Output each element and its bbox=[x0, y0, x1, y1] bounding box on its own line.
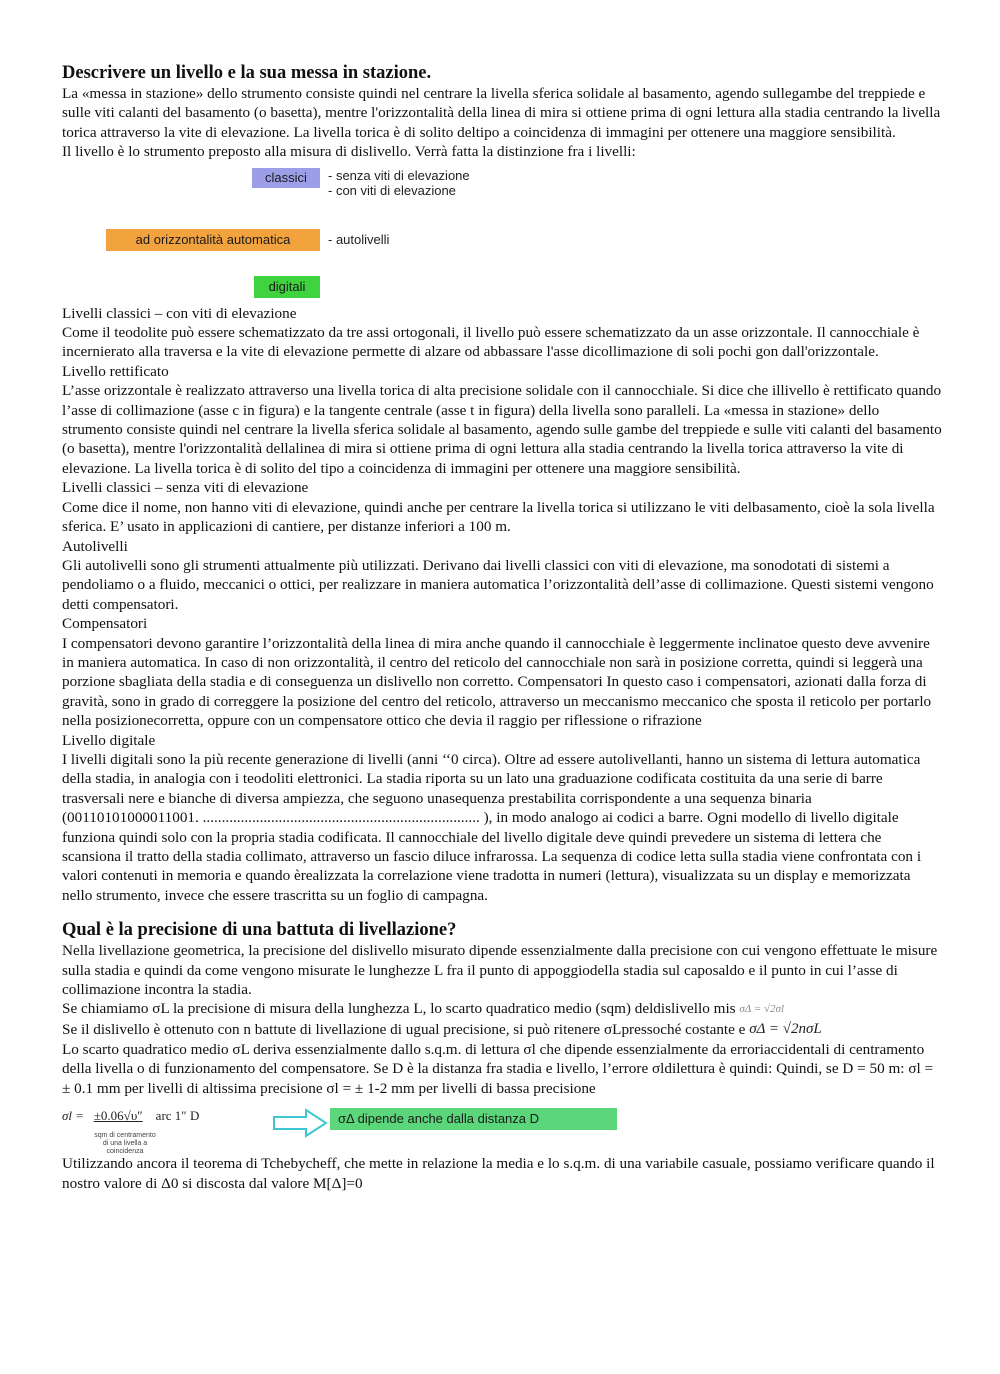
subheading: Livello digitale bbox=[62, 731, 156, 749]
formula-expression bbox=[62, 1108, 199, 1124]
paragraph: La «messa in stazione» dello strumento consiste quindi nel centrare la livella sferica solidale al basamento, agendo sullegambe del treppiede e sulle viti calanti del basamento (o basetta), mentre l'orizzontalità della linea di mira si ottiene prima di ogni lettura alla stadia centrando la livella torica attraverso la vite di elevazione. La livella torica è di solito deltipo a coincidenza di immagini per ottenere una maggiore sensibilità. bbox=[62, 85, 941, 141]
paragraph: Come il teodolite può essere schematizzato da tre assi ortogonali, il livello può essere schematizzato da un asse orizzontale. Il cannocchiale è incernierato alla traversa e la vite di elevazione permette di alzare od abbassare l'asse dicollimazione di soli pochi gon dall'orizzontale. bbox=[62, 324, 920, 361]
paragraph: Nella livellazione geometrica, la precisione del dislivello misurato dipende essenzialmente dalla precisione con cui vengono effettuate le misure sulla stadia e quindi da come vengono misurate le lunghezze L fra il punto di appoggiodella stadia sul caposaldo e il punto in cui l’asse di collimazione incontra la stadia. bbox=[62, 942, 938, 999]
paragraph: I livelli digitali sono la più recente generazione di livelli (anni ‘‘0 circa). Oltre ad essere autolivellanti, hanno un sistema di lettura automatica della stadia, in analogia con i teodoliti elettronici. La stadia riporta su un lato una graduazione codificata costituita da una serie di barre trasversali nere e bianche di diversa ampiezza, che seguono unasequenza prestabilita corrispondente a una sequenza binaria (00110101000011001. ......................................................................... ), in modo analogo ai codici a barre. Ogni modello di livello digitale funziona quindi solo con la propria stadia codificata. Il cannocchiale del livello digitale deve quindi prevedere un sistema di lettera che scansiona il tratto della stadia collimato, attraverso un fascio diluce infrarossa. La sequenza di codice letta sulla stadia viene confrontata con i valori contenuti in memoria e quando èrealizzata la correlazione viene tradotta in numeri (lettura), visualizzata su un display e memorizzata nello strumento, invece che essere trascritta su un foglio di campagna. bbox=[62, 750, 922, 904]
formula-note-line: sqm di centramento bbox=[94, 1132, 156, 1140]
right-arrow-icon bbox=[272, 1108, 328, 1138]
paragraph-text: Se chiamiamo σL la precisione di misura della lunghezza L, lo scarto quadratico medio (sqm) deldislivello mis bbox=[62, 1000, 736, 1018]
paragraph: Utilizzando ancora il teorema di Tchebycheff, che mette in relazione la media e lo s.q.m. di una variabile casuale, possiamo verificare quando il nostro valore di Δ0 si discosta dal valore M[Δ]=0 bbox=[62, 1155, 935, 1192]
digitali-box: digitali bbox=[254, 276, 320, 298]
paragraph: I compensatori devono garantire l’orizzontalità della linea di mira anche quando il cannocchiale è leggermente inclinatoe questo deve avvenire in maniera automatica. In caso di non orizzontalità, il centro del reticolo del cannocchiale non sarà in posizione corretta, quindi si leggerà una porzione sbagliata della stadia e di conseguenza un dislivello non corretto. Compensatori In questo caso i compensatori, azionati dalla forza di gravità, sono in grado di correggere la posizione del centro del reticolo, attraverso un meccanismo meccanico che sposta il reticolo per portarlo nella posizionecorretta, oppure con un compensatore ottico che devia il raggio per riflessione o rifrazione bbox=[62, 634, 932, 730]
document-page bbox=[62, 62, 942, 1193]
automatica-box: ad orizzontalità automatica bbox=[106, 229, 320, 251]
formula-result-box: σΔ dipende anche dalla distanza D bbox=[330, 1108, 617, 1130]
paragraph: Gli autolivelli sono gli strumenti attualmente più utilizzati. Derivano dai livelli classici con viti di elevazione, ma sonodotati di sistemi a pendoliamo o a fluido, meccanici o ottici, per realizzare in maniera automatica l’orizzontalità dell’asse di collimazione. Questi sistemi vengono detti compensatori. bbox=[62, 556, 934, 613]
paragraph bbox=[62, 1020, 942, 1040]
subheading: Autolivelli bbox=[62, 537, 128, 555]
classici-item: - senza viti di elevazione bbox=[328, 167, 470, 183]
subheading: Livelli classici – senza viti di elevazione bbox=[62, 479, 309, 497]
sigma-delta-formula: σΔ = √2σl bbox=[739, 1003, 784, 1016]
formula-tail: arc 1″ D bbox=[155, 1108, 200, 1124]
classici-item: - con viti di elevazione bbox=[328, 182, 456, 198]
sigma-delta-n-formula: σΔ = √2nσL bbox=[749, 1021, 822, 1038]
subheading: Livello rettificato bbox=[62, 362, 169, 380]
paragraph: Il livello è lo strumento preposto alla misura di dislivello. Verrà fatta la distinzione fra i livelli: bbox=[62, 143, 636, 161]
formula-lhs: σl = bbox=[62, 1108, 85, 1124]
paragraph bbox=[62, 999, 942, 1019]
paragraph-text: Se il dislivello è ottenuto con n battute di livellazione di ugual precisione, si può ritenere σLpressoché costante e bbox=[62, 1020, 746, 1038]
subheading: Compensatori bbox=[62, 615, 148, 633]
subheading: Livelli classici – con viti di elevazione bbox=[62, 304, 297, 322]
classici-box: classici bbox=[252, 168, 320, 188]
levels-classification-diagram bbox=[62, 166, 542, 302]
formula-note bbox=[90, 1132, 160, 1156]
section-title-livello: Descrivere un livello e la sua messa in stazione. bbox=[62, 63, 432, 83]
automatica-item: - autolivelli bbox=[328, 231, 390, 247]
formula-rhs: ±0.06√υ″ bbox=[93, 1108, 143, 1124]
paragraph: Come dice il nome, non hanno viti di elevazione, quindi anche per centrare la livella torica si utilizzano le viti delbasamento, cioè la sola livella sferica. E’ usato in applicazioni di cantiere, per distanze inferiori a 100 m. bbox=[62, 498, 935, 536]
paragraph: Lo scarto quadratico medio σL deriva essenzialmente dallo s.q.m. di lettura σl che dipende essenzialmente da erroriaccidentali di centramento della livella o di funzionamento del compensatore. Se D è la distanza fra stadia e livello, l’errore σldilettura è quindi: Quindi, se D = 50 m: σl = ± 0.1 mm per livelli di altissima precisione σl = ± 1-2 mm per livelli di bassa precisione bbox=[62, 1040, 934, 1097]
reading-error-formula bbox=[62, 1102, 942, 1154]
paragraph: L’asse orizzontale è realizzato attraverso una livella torica di alta precisione solidale con il cannocchiale. Si dice che illivello è rettificato quando l’asse di collimazione (asse c in figura) e la tangente centrale (asse t in figura) della livella sono paralleli. La «messa in stazione» dello strumento consiste quindi nel centrare la livella sferica solidale al basamento, agendo sulle gambe del treppiede e sulle viti calanti del basamento (o basetta), mentre l'orizzontalità dellalinea di mira si ottiene prima di ogni lettura alla stadia centrando la livella torica attraverso la vite di elevazione. La livella torica è di solito del tipo a coincidenza di immagini per ottenere una maggiore sensibilità. bbox=[62, 382, 942, 477]
formula-note-line: di una livella a coincidenza bbox=[102, 1140, 148, 1156]
section-title-precisione: Qual è la precisione di una battuta di livellazione? bbox=[62, 920, 457, 941]
